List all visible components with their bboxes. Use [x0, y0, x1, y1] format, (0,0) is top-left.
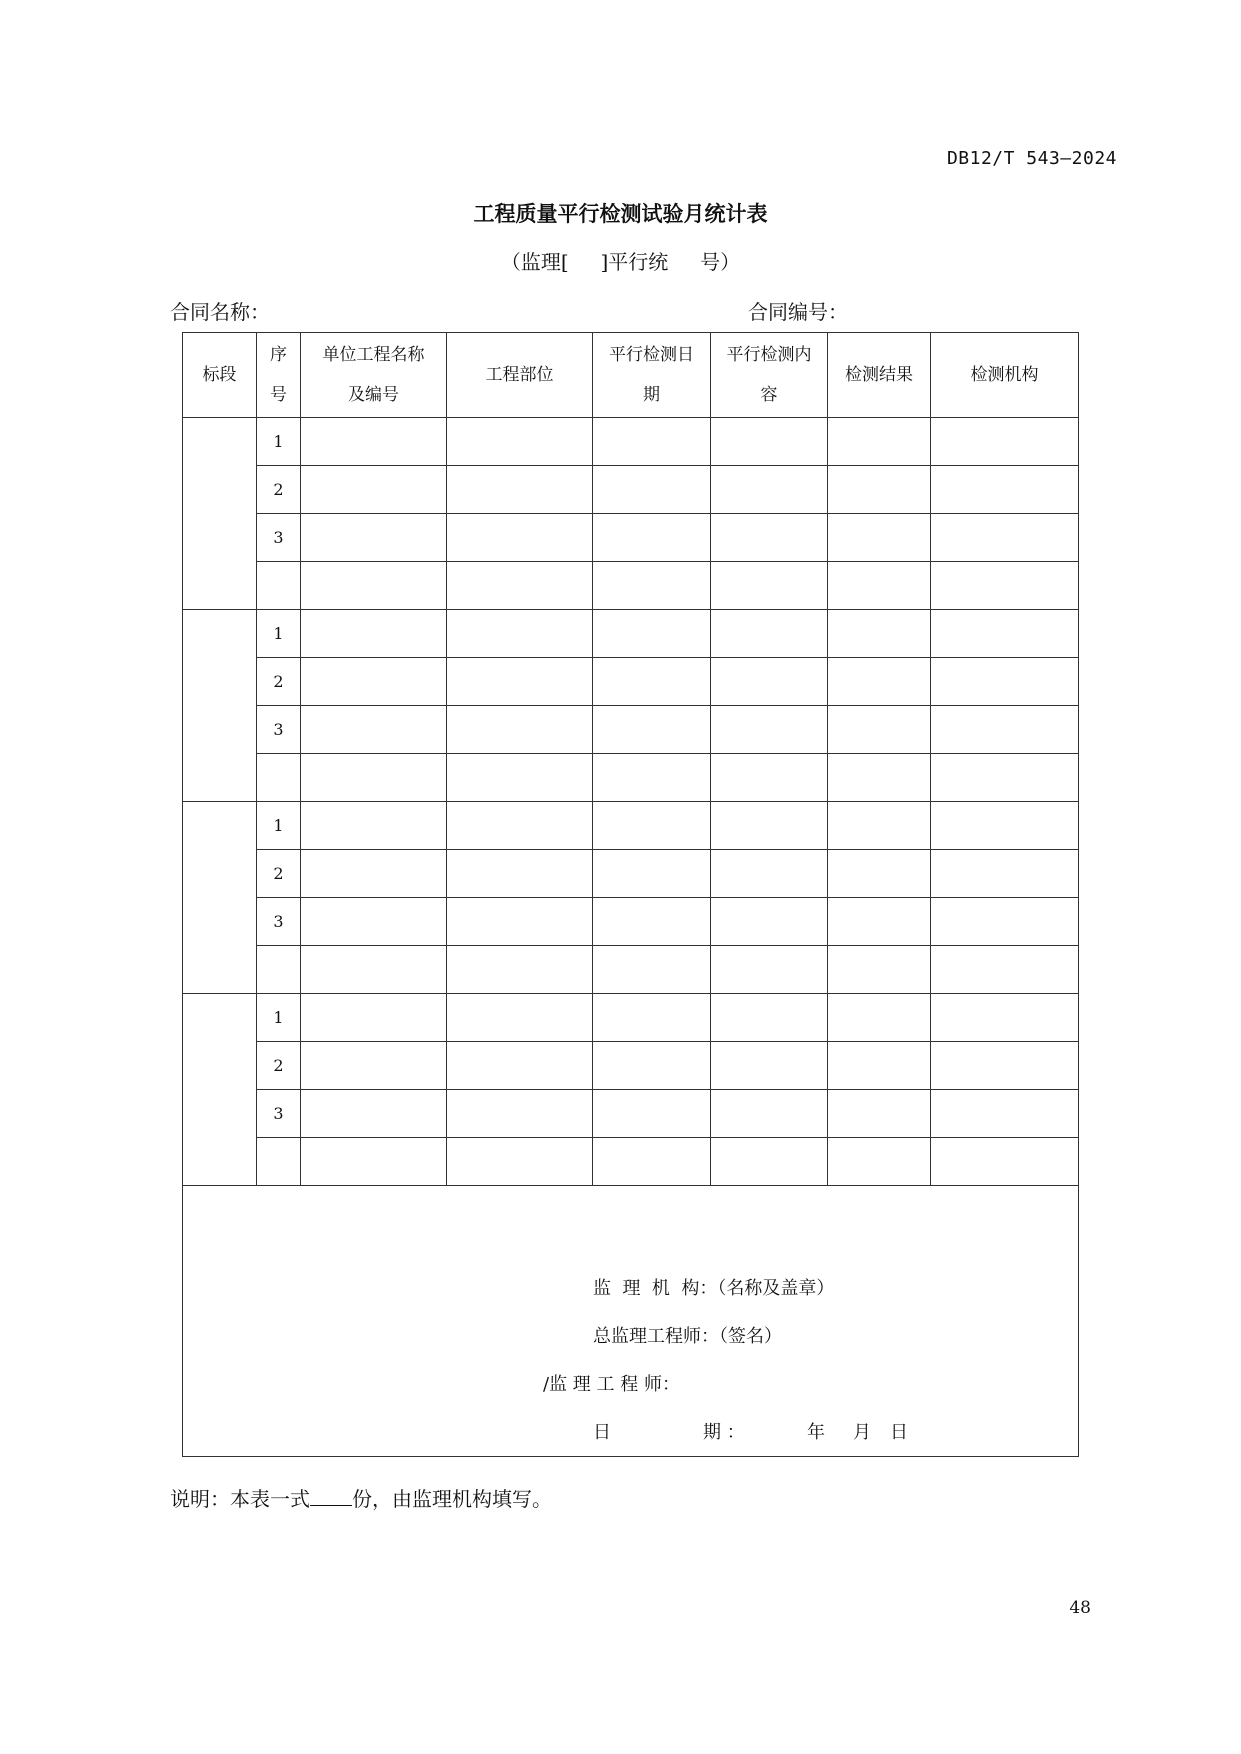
test-content-cell: [711, 946, 828, 994]
project-part-cell: [447, 610, 593, 658]
unit-project-cell: [301, 658, 447, 706]
date-label-day: 日: [593, 1422, 611, 1443]
table-row: [183, 898, 1079, 946]
test-date-cell: [593, 994, 711, 1042]
test-content-cell: [711, 418, 828, 466]
project-part-cell: [447, 562, 593, 610]
project-part-cell: [447, 850, 593, 898]
unit-project-cell: [301, 802, 447, 850]
test-date-cell: [593, 514, 711, 562]
project-part-cell: [447, 706, 593, 754]
date-year: 年: [807, 1422, 825, 1443]
seq-cell: [257, 946, 301, 994]
test-result-cell: [828, 1138, 931, 1186]
header-seq: [257, 333, 301, 418]
header-test-date: [593, 333, 711, 418]
date-day: 日: [890, 1422, 908, 1443]
header-project-part: 工程部位: [447, 333, 593, 418]
test-agency-cell: [931, 610, 1079, 658]
test-content-cell: [711, 562, 828, 610]
seq-cell: 2: [257, 1042, 301, 1090]
table-row: [183, 418, 1079, 466]
chief-engineer-line: 总监理工程师：（签名）: [593, 1326, 782, 1347]
test-content-cell: [711, 466, 828, 514]
test-date-cell: [593, 610, 711, 658]
test-result-cell: [828, 466, 931, 514]
table-row: [183, 850, 1079, 898]
seq-cell: 2: [257, 658, 301, 706]
document-number: DB12/T 543—2024: [946, 148, 1117, 169]
project-part-cell: [447, 418, 593, 466]
unit-project-cell: [301, 466, 447, 514]
test-result-cell: [828, 610, 931, 658]
test-content-cell: [711, 514, 828, 562]
date-month: 月: [853, 1422, 871, 1443]
supervision-agency-line: 监 理 机 构：（名称及盖章）: [593, 1278, 835, 1299]
unit-project-cell: [301, 994, 447, 1042]
seq-cell: 1: [257, 610, 301, 658]
unit-project-cell: [301, 514, 447, 562]
contract-number-label: 合同编号：: [748, 300, 848, 324]
contract-name-label: 合同名称：: [170, 300, 270, 324]
test-agency-cell: [931, 946, 1079, 994]
test-content-cell: [711, 1138, 828, 1186]
header-section: 标段: [183, 333, 257, 418]
test-content-cell: [711, 898, 828, 946]
table-row: [183, 466, 1079, 514]
test-result-cell: [828, 562, 931, 610]
table-row: [183, 802, 1079, 850]
test-content-cell: [711, 706, 828, 754]
note-suffix: 份，由监理机构填写。: [352, 1487, 552, 1511]
date-label-period: 期 ：: [703, 1422, 745, 1443]
test-content-cell: [711, 802, 828, 850]
seq-cell: [257, 562, 301, 610]
test-date-cell: [593, 754, 711, 802]
header-unit-project: [301, 333, 447, 418]
table-row: [183, 1042, 1079, 1090]
header-content-line-1: 平行检测内: [726, 345, 812, 365]
project-part-cell: [447, 658, 593, 706]
test-result-cell: [828, 1090, 931, 1138]
seq-cell: 3: [257, 706, 301, 754]
seq-cell: [257, 1138, 301, 1186]
test-date-cell: [593, 658, 711, 706]
header-content-line-2: 容: [760, 385, 778, 405]
project-part-cell: [447, 994, 593, 1042]
project-part-cell: [447, 946, 593, 994]
test-content-cell: [711, 1090, 828, 1138]
test-agency-cell: [931, 994, 1079, 1042]
table-row: [183, 1138, 1079, 1186]
test-content-cell: [711, 1042, 828, 1090]
header-date-line-1: 平行检测日: [609, 345, 694, 365]
table-row: [183, 658, 1079, 706]
project-part-cell: [447, 754, 593, 802]
test-agency-cell: [931, 850, 1079, 898]
table-row: [183, 994, 1079, 1042]
table-row: [183, 1090, 1079, 1138]
table-row: [183, 514, 1079, 562]
test-result-cell: [828, 754, 931, 802]
test-agency-cell: [931, 802, 1079, 850]
test-agency-cell: [931, 706, 1079, 754]
unit-project-cell: [301, 898, 447, 946]
seq-cell: 2: [257, 850, 301, 898]
seq-cell: [257, 754, 301, 802]
seq-cell: 3: [257, 898, 301, 946]
copies-blank: [310, 1485, 352, 1506]
unit-project-cell: [301, 1138, 447, 1186]
unit-project-cell: [301, 946, 447, 994]
seq-cell: 1: [257, 994, 301, 1042]
test-agency-cell: [931, 1042, 1079, 1090]
seq-cell: 3: [257, 514, 301, 562]
header-date-line-2: 期: [643, 385, 660, 405]
test-date-cell: [593, 706, 711, 754]
test-date-cell: [593, 1090, 711, 1138]
test-content-cell: [711, 610, 828, 658]
test-date-cell: [593, 898, 711, 946]
seq-cell: 3: [257, 1090, 301, 1138]
page-number: 48: [1069, 1598, 1091, 1618]
table-row: [183, 946, 1079, 994]
table-row: [183, 706, 1079, 754]
form-title: 工程质量平行检测试验月统计表: [473, 202, 768, 226]
test-agency-cell: [931, 562, 1079, 610]
form-subtitle: （监理[ ]平行统 号）: [500, 250, 741, 274]
seq-cell: 1: [257, 418, 301, 466]
header-test-agency: 检测机构: [931, 333, 1079, 418]
unit-project-cell: [301, 610, 447, 658]
table-row: [183, 610, 1079, 658]
header-unit-line-2: 及编号: [348, 385, 399, 405]
test-result-cell: [828, 1042, 931, 1090]
test-date-cell: [593, 466, 711, 514]
section-cell: [183, 802, 257, 994]
contract-info-row: [170, 296, 1110, 326]
test-date-cell: [593, 802, 711, 850]
test-result-cell: [828, 946, 931, 994]
test-result-cell: [828, 850, 931, 898]
header-seq-line-2: 号: [270, 385, 287, 405]
test-date-cell: [593, 1042, 711, 1090]
header-test-content: [711, 333, 828, 418]
signature-area: [183, 1186, 1079, 1457]
section-cell: [183, 418, 257, 610]
header-test-result: 检测结果: [828, 333, 931, 418]
unit-project-cell: [301, 418, 447, 466]
test-result-cell: [828, 514, 931, 562]
table-row: [183, 754, 1079, 802]
header-seq-line-1: 序: [270, 345, 287, 365]
test-agency-cell: [931, 898, 1079, 946]
project-part-cell: [447, 1138, 593, 1186]
test-date-cell: [593, 946, 711, 994]
test-date-cell: [593, 562, 711, 610]
project-part-cell: [447, 514, 593, 562]
test-agency-cell: [931, 1138, 1079, 1186]
supervision-engineer-line: /监 理 工 程 师：: [543, 1374, 680, 1395]
unit-project-cell: [301, 754, 447, 802]
test-date-cell: [593, 1138, 711, 1186]
project-part-cell: [447, 802, 593, 850]
header-unit-line-1: 单位工程名称: [322, 345, 425, 365]
test-agency-cell: [931, 754, 1079, 802]
test-content-cell: [711, 754, 828, 802]
test-result-cell: [828, 994, 931, 1042]
project-part-cell: [447, 466, 593, 514]
unit-project-cell: [301, 706, 447, 754]
test-agency-cell: [931, 514, 1079, 562]
test-content-cell: [711, 994, 828, 1042]
statistics-table: [182, 332, 1079, 1457]
test-date-cell: [593, 850, 711, 898]
unit-project-cell: [301, 850, 447, 898]
table-row: [183, 562, 1079, 610]
section-cell: [183, 610, 257, 802]
test-agency-cell: [931, 418, 1079, 466]
test-result-cell: [828, 802, 931, 850]
section-cell: [183, 994, 257, 1186]
test-result-cell: [828, 658, 931, 706]
test-result-cell: [828, 418, 931, 466]
form-note: [170, 1483, 552, 1512]
project-part-cell: [447, 898, 593, 946]
unit-project-cell: [301, 562, 447, 610]
project-part-cell: [447, 1090, 593, 1138]
unit-project-cell: [301, 1090, 447, 1138]
test-agency-cell: [931, 466, 1079, 514]
seq-cell: 2: [257, 466, 301, 514]
test-result-cell: [828, 706, 931, 754]
test-agency-cell: [931, 1090, 1079, 1138]
footer-row: [183, 1186, 1079, 1457]
test-content-cell: [711, 850, 828, 898]
seq-cell: 1: [257, 802, 301, 850]
project-part-cell: [447, 1042, 593, 1090]
note-prefix: 说明：本表一式: [170, 1487, 310, 1511]
test-result-cell: [828, 898, 931, 946]
unit-project-cell: [301, 1042, 447, 1090]
header-row: [183, 333, 1079, 418]
test-date-cell: [593, 418, 711, 466]
test-content-cell: [711, 658, 828, 706]
test-agency-cell: [931, 658, 1079, 706]
